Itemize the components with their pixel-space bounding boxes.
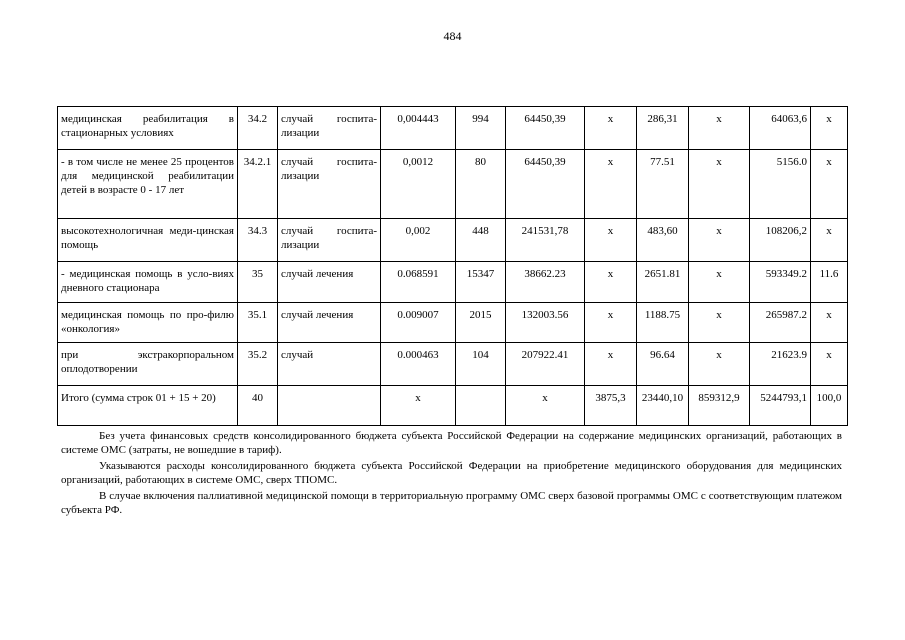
cell-name: - в том числе не менее 25 процентов для медицинской реабилитации детей в возрасте 0 - 17 лет: [58, 150, 238, 219]
cell-name: при экстракорпоральном оплодотворении: [58, 343, 238, 386]
footnote: Указываются расходы консолидированного бюджета субъекта Российской Федерации на приобретение медицинского оборудования для медицинских организаций, работающих в системе ОМС, сверх ТПОМС.: [61, 460, 842, 486]
table-row: [58, 343, 848, 386]
table-row: [58, 150, 848, 219]
data-table: [57, 106, 848, 426]
cell-value: 11.6: [811, 262, 848, 303]
table-body: [58, 107, 848, 426]
cell-norm: 0.068591: [381, 262, 456, 303]
cell-cost: 64450,39: [506, 107, 585, 150]
cell-count: 994: [456, 107, 506, 150]
cell-value: х: [811, 150, 848, 219]
cell-value: х: [811, 219, 848, 262]
cell-name: Итого (сумма строк 01 + 15 + 20): [58, 386, 238, 426]
cell-norm: 0,004443: [381, 107, 456, 150]
cell-name: высокотехнологичная меди-цинская помощь: [58, 219, 238, 262]
cell-unit: случай лечения: [278, 303, 381, 343]
cell-norm: 0.000463: [381, 343, 456, 386]
cell-value: х: [811, 107, 848, 150]
cell-name: медицинская помощь по про-филю «онкология»: [58, 303, 238, 343]
cell-count: 2015: [456, 303, 506, 343]
cell-cost: 241531,78: [506, 219, 585, 262]
cell-name: медицинская реабилитация в стационарных условиях: [58, 107, 238, 150]
table-row: [58, 219, 848, 262]
cell-value: 77.51: [637, 150, 689, 219]
cell-value: 100,0: [811, 386, 848, 426]
cell-value: х: [689, 303, 750, 343]
cell-cost: 38662.23: [506, 262, 585, 303]
cell-value: х: [585, 303, 637, 343]
cell-value: 64063,6: [750, 107, 811, 150]
cell-count: [456, 386, 506, 426]
cell-value: х: [585, 219, 637, 262]
cell-value: 108206,2: [750, 219, 811, 262]
cell-code: 40: [238, 386, 278, 426]
cell-value: 21623.9: [750, 343, 811, 386]
cell-value: х: [585, 262, 637, 303]
table-row: [58, 262, 848, 303]
cell-value: 5156.0: [750, 150, 811, 219]
cell-norm: 0.009007: [381, 303, 456, 343]
cell-unit: случай госпита-лизации: [278, 150, 381, 219]
cell-unit: случай лечения: [278, 262, 381, 303]
cell-code: 35.1: [238, 303, 278, 343]
cell-value: х: [689, 219, 750, 262]
table-row: [58, 386, 848, 426]
cell-value: 23440,10: [637, 386, 689, 426]
cell-norm: 0,002: [381, 219, 456, 262]
page-number: 484: [443, 29, 462, 43]
cell-value: 265987.2: [750, 303, 811, 343]
cell-value: х: [689, 107, 750, 150]
cell-cost: 207922.41: [506, 343, 585, 386]
cell-code: 35.2: [238, 343, 278, 386]
footnotes: [61, 429, 842, 519]
cell-value: 96.64: [637, 343, 689, 386]
cell-value: х: [811, 303, 848, 343]
cell-code: 34.2: [238, 107, 278, 150]
cell-value: 1188.75: [637, 303, 689, 343]
cell-value: 593349.2: [750, 262, 811, 303]
footnote: Без учета финансовых средств консолидированного бюджета субъекта Российской Федерации на содержание медицинских организаций, работающих в системе ОМС (затраты, не вошедшие в тариф).: [61, 430, 842, 456]
cell-value: 483,60: [637, 219, 689, 262]
cell-value: х: [585, 150, 637, 219]
cell-cost: 132003.56: [506, 303, 585, 343]
cell-code: 35: [238, 262, 278, 303]
cell-value: х: [585, 107, 637, 150]
cell-unit: случай госпита-лизации: [278, 107, 381, 150]
cell-value: 859312,9: [689, 386, 750, 426]
cell-value: 2651.81: [637, 262, 689, 303]
table-row: [58, 107, 848, 150]
cell-value: 286,31: [637, 107, 689, 150]
cell-cost: 64450,39: [506, 150, 585, 219]
cell-norm: 0,0012: [381, 150, 456, 219]
cell-value: х: [689, 262, 750, 303]
cell-count: 80: [456, 150, 506, 219]
cell-code: 34.3: [238, 219, 278, 262]
cell-value: х: [689, 150, 750, 219]
cell-value: х: [811, 343, 848, 386]
cell-code: 34.2.1: [238, 150, 278, 219]
cell-count: 448: [456, 219, 506, 262]
cell-norm: х: [381, 386, 456, 426]
cell-count: 15347: [456, 262, 506, 303]
cell-unit: [278, 386, 381, 426]
cell-unit: случай госпита-лизации: [278, 219, 381, 262]
cell-name: - медицинская помощь в усло-виях дневного стационара: [58, 262, 238, 303]
table-row: [58, 303, 848, 343]
cell-unit: случай: [278, 343, 381, 386]
cell-count: 104: [456, 343, 506, 386]
cell-value: 3875,3: [585, 386, 637, 426]
cell-value: 5244793,1: [750, 386, 811, 426]
cell-cost: х: [506, 386, 585, 426]
cell-value: х: [689, 343, 750, 386]
cell-value: х: [585, 343, 637, 386]
footnote: В случае включения паллиативной медицинской помощи в территориальную программу ОМС сверх базовой программы ОМС с соответствующим платежом субъекта РФ.: [61, 490, 842, 516]
